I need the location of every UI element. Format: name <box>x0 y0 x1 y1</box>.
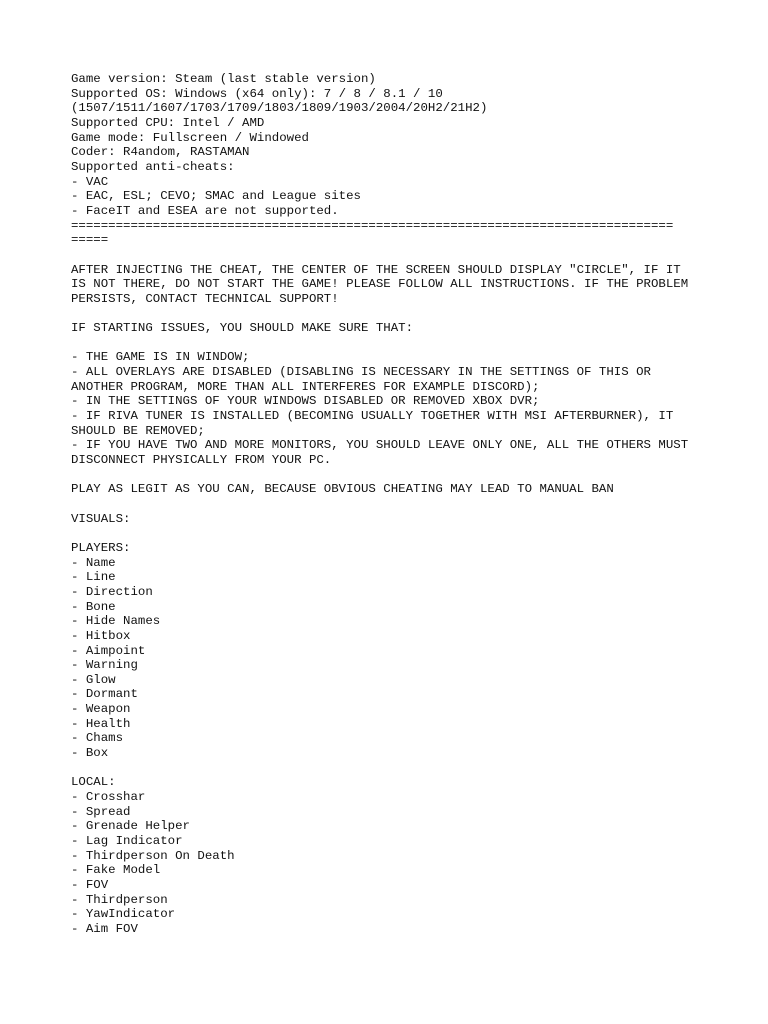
startup-item: ANOTHER PROGRAM, MORE THAN ALL INTERFERES FOR EXAMPLE DISCORD); <box>71 379 540 394</box>
blank-line <box>71 526 711 541</box>
list-item: - Bone <box>71 599 116 614</box>
list-item: - Aimpoint <box>71 643 146 658</box>
local-heading: LOCAL: <box>71 775 116 790</box>
list-item: - Fake Model <box>71 863 161 878</box>
list-item: - Aim FOV <box>71 921 138 936</box>
list-item: - Grenade Helper <box>71 819 190 834</box>
startup-issues-section <box>71 321 711 468</box>
list-item: - Hitbox <box>71 628 131 643</box>
startup-heading: IF STARTING ISSUES, YOU SHOULD MAKE SURE THAT: <box>71 321 414 336</box>
game-version-line: Game version: Steam (last stable version) <box>71 72 376 86</box>
players-heading: PLAYERS: <box>71 540 131 555</box>
injection-notice <box>71 263 711 307</box>
separator-line-wrap: ===== <box>71 233 109 248</box>
players-list <box>71 541 711 761</box>
local-list <box>71 775 711 936</box>
anticheat-item: - VAC <box>71 174 109 189</box>
blank-line <box>71 497 711 512</box>
startup-item: - IF RIVA TUNER IS INSTALLED (BECOMING USUALLY TOGETHER WITH MSI AFTERBURNER), IT <box>71 409 674 424</box>
coder-line: Coder: R4andom, RASTAMAN <box>71 145 250 160</box>
notice-line: PERSISTS, CONTACT TECHNICAL SUPPORT! <box>71 291 339 306</box>
list-item: - Health <box>71 716 131 731</box>
startup-item: - ALL OVERLAYS ARE DISABLED (DISABLING IS NECESSARY IN THE SETTINGS OF THIS OR <box>71 365 651 380</box>
legit-warning: PLAY AS LEGIT AS YOU CAN, BECAUSE OBVIOUS CHEATING MAY LEAD TO MANUAL BAN <box>71 482 614 497</box>
notice-line: AFTER INJECTING THE CHEAT, THE CENTER OF THE SCREEN SHOULD DISPLAY "CIRCLE", IF IT <box>71 262 681 277</box>
separator-line: ================================================================================= <box>71 218 674 233</box>
startup-item: SHOULD BE REMOVED; <box>71 423 205 438</box>
visuals-section <box>71 512 711 937</box>
blank-line <box>71 468 711 483</box>
anticheat-item: - EAC, ESL; CEVO; SMAC and League sites <box>71 189 361 204</box>
list-item: - Thirdperson <box>71 892 168 907</box>
list-item: - Lag Indicator <box>71 834 183 849</box>
game-mode-line: Game mode: Fullscreen / Windowed <box>71 130 309 145</box>
supported-os-line: Supported OS: Windows (x64 only): 7 / 8 / 8.1 / 10 <box>71 86 443 101</box>
list-item: - Spread <box>71 804 131 819</box>
blank-line <box>71 306 711 321</box>
info-header <box>71 72 711 248</box>
list-item: - Warning <box>71 658 138 673</box>
anticheats-label: Supported anti-cheats: <box>71 159 235 174</box>
list-item: - Dormant <box>71 687 138 702</box>
list-item: - Crosshar <box>71 790 146 805</box>
notice-line: IS NOT THERE, DO NOT START THE GAME! PLEASE FOLLOW ALL INSTRUCTIONS. IF THE PROBLEM <box>71 277 689 292</box>
blank-line <box>71 336 711 351</box>
list-item: - Line <box>71 570 116 585</box>
document-page <box>71 72 711 937</box>
list-item: - YawIndicator <box>71 907 176 922</box>
supported-cpu-line: Supported CPU: Intel / AMD <box>71 115 265 130</box>
list-item: - Chams <box>71 731 124 746</box>
blank-line <box>71 248 711 263</box>
list-item: - Name <box>71 555 116 570</box>
startup-item: - IF YOU HAVE TWO AND MORE MONITORS, YOU SHOULD LEAVE ONLY ONE, ALL THE OTHERS MUST <box>71 438 689 453</box>
list-item: - FOV <box>71 877 109 892</box>
list-item: - Direction <box>71 584 153 599</box>
startup-item: - THE GAME IS IN WINDOW; <box>71 350 250 365</box>
os-builds-line: (1507/1511/1607/1703/1709/1803/1809/1903/2004/20H2/21H2) <box>71 101 488 116</box>
list-item: - Glow <box>71 672 116 687</box>
list-item: - Hide Names <box>71 614 161 629</box>
visuals-heading: VISUALS: <box>71 511 131 526</box>
blank-line <box>71 761 711 776</box>
list-item: - Thirdperson On Death <box>71 848 235 863</box>
startup-item: - IN THE SETTINGS OF YOUR WINDOWS DISABLED OR REMOVED XBOX DVR; <box>71 394 540 409</box>
startup-item: DISCONNECT PHYSICALLY FROM YOUR PC. <box>71 453 332 468</box>
anticheat-item: - FaceIT and ESEA are not supported. <box>71 203 339 218</box>
list-item: - Box <box>71 746 109 761</box>
list-item: - Weapon <box>71 702 131 717</box>
